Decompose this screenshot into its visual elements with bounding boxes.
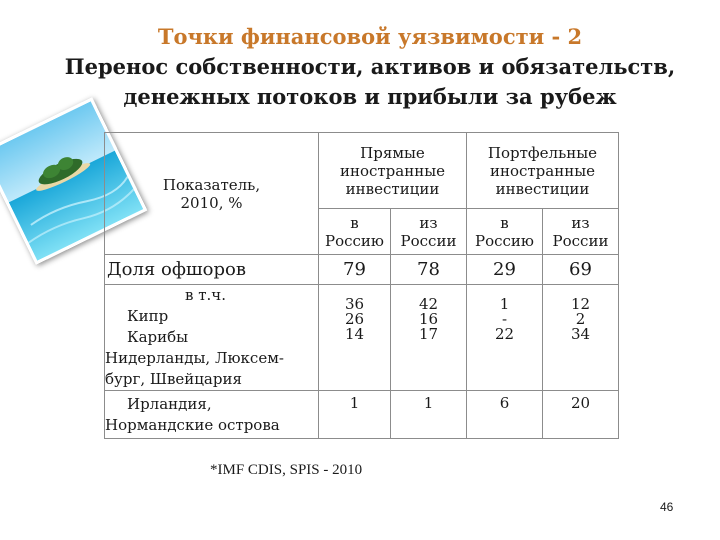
cell-value: 42: [418, 295, 439, 313]
fdi-header-line3: инвестиции: [345, 179, 440, 198]
offshore-share-value: 69: [543, 255, 619, 285]
cell-value: 22: [494, 325, 515, 343]
cell-value: 26: [344, 310, 365, 328]
page-number: 46: [660, 500, 674, 514]
cell-value: 1: [391, 391, 467, 439]
param-header-line1: Показатель,: [162, 175, 261, 194]
portfolio-header-line3: инвестиции: [495, 179, 590, 198]
param-header: [105, 133, 319, 255]
fdi-header-line2: иностранные: [339, 161, 446, 180]
row-label-caribbean: Карибы: [127, 328, 189, 346]
row-label-netherlands: Нидерланды, Люксем-: [105, 349, 284, 367]
breakdown-col-portfolio-from: [543, 285, 619, 391]
row-label-cyprus: Кипр: [127, 307, 169, 325]
title-line-3: денежных потоков и прибыли за рубеж: [123, 84, 617, 109]
cell-value: 14: [344, 325, 365, 343]
cell-value: 1: [499, 295, 510, 313]
row-label-ireland-line1: Ирландия,: [127, 394, 212, 413]
offshore-share-value: 78: [391, 255, 467, 285]
offshore-share-label: Доля офшоров: [105, 255, 319, 285]
row-label-ireland: [105, 391, 319, 439]
cell-value: 1: [319, 391, 391, 439]
breakdown-labels: [105, 285, 319, 391]
source-note: *IMF CDIS, SPIS - 2010: [210, 462, 363, 478]
breakdown-col-portfolio-in: [467, 285, 543, 391]
offshore-share-value: 79: [319, 255, 391, 285]
breakdown-col-fdi-in: [319, 285, 391, 391]
cell-value: 20: [543, 391, 619, 439]
cell-value: 2: [575, 310, 586, 328]
subheader-portfolio-from-line2: России: [552, 231, 609, 250]
offshore-share-row: [105, 255, 619, 285]
cell-value: 12: [570, 295, 591, 313]
subheader-portfolio-in-line1: в: [500, 213, 509, 232]
title-line-1: Точки финансовой уязвимости - 2: [157, 24, 583, 49]
subheader-fdi-in-line2: Россию: [325, 231, 384, 250]
subheader-fdi-in-line1: в: [350, 213, 359, 232]
breakdown-row: [105, 285, 619, 391]
title-line-2: Перенос собственности, активов и обязательств,: [64, 54, 676, 79]
subheader-portfolio-from-line1: из: [571, 213, 590, 232]
slide-title: [60, 22, 680, 112]
param-header-line2: 2010, %: [180, 193, 243, 212]
row-label-netherlands-cont: бург, Швейцария: [105, 370, 242, 388]
portfolio-header: [467, 133, 619, 209]
cell-value: 16: [418, 310, 439, 328]
fdi-header-line1: Прямые: [360, 143, 425, 162]
subheader-fdi-in: [319, 209, 391, 255]
cell-value: 6: [467, 391, 543, 439]
portfolio-header-line1: Портфельные: [487, 143, 598, 162]
cell-value: 36: [344, 295, 365, 313]
subheader-fdi-from-line1: из: [419, 213, 438, 232]
subheader-portfolio-in: [467, 209, 543, 255]
data-table: [104, 132, 619, 439]
breakdown-col-fdi-from: [391, 285, 467, 391]
cell-value: 17: [418, 325, 439, 343]
offshore-share-value: 29: [467, 255, 543, 285]
fdi-header: [319, 133, 467, 209]
subheader-fdi-from-line2: России: [400, 231, 457, 250]
row-label-ireland-line2: Нормандские острова: [105, 415, 280, 434]
subheader-fdi-from: [391, 209, 467, 255]
including-label: в т.ч.: [185, 286, 226, 304]
subheader-portfolio-from: [543, 209, 619, 255]
subheader-portfolio-in-line2: Россию: [475, 231, 534, 250]
cell-value: -: [501, 310, 508, 328]
ireland-row: [105, 391, 619, 439]
cell-value: 34: [570, 325, 591, 343]
portfolio-header-line2: иностранные: [489, 161, 596, 180]
